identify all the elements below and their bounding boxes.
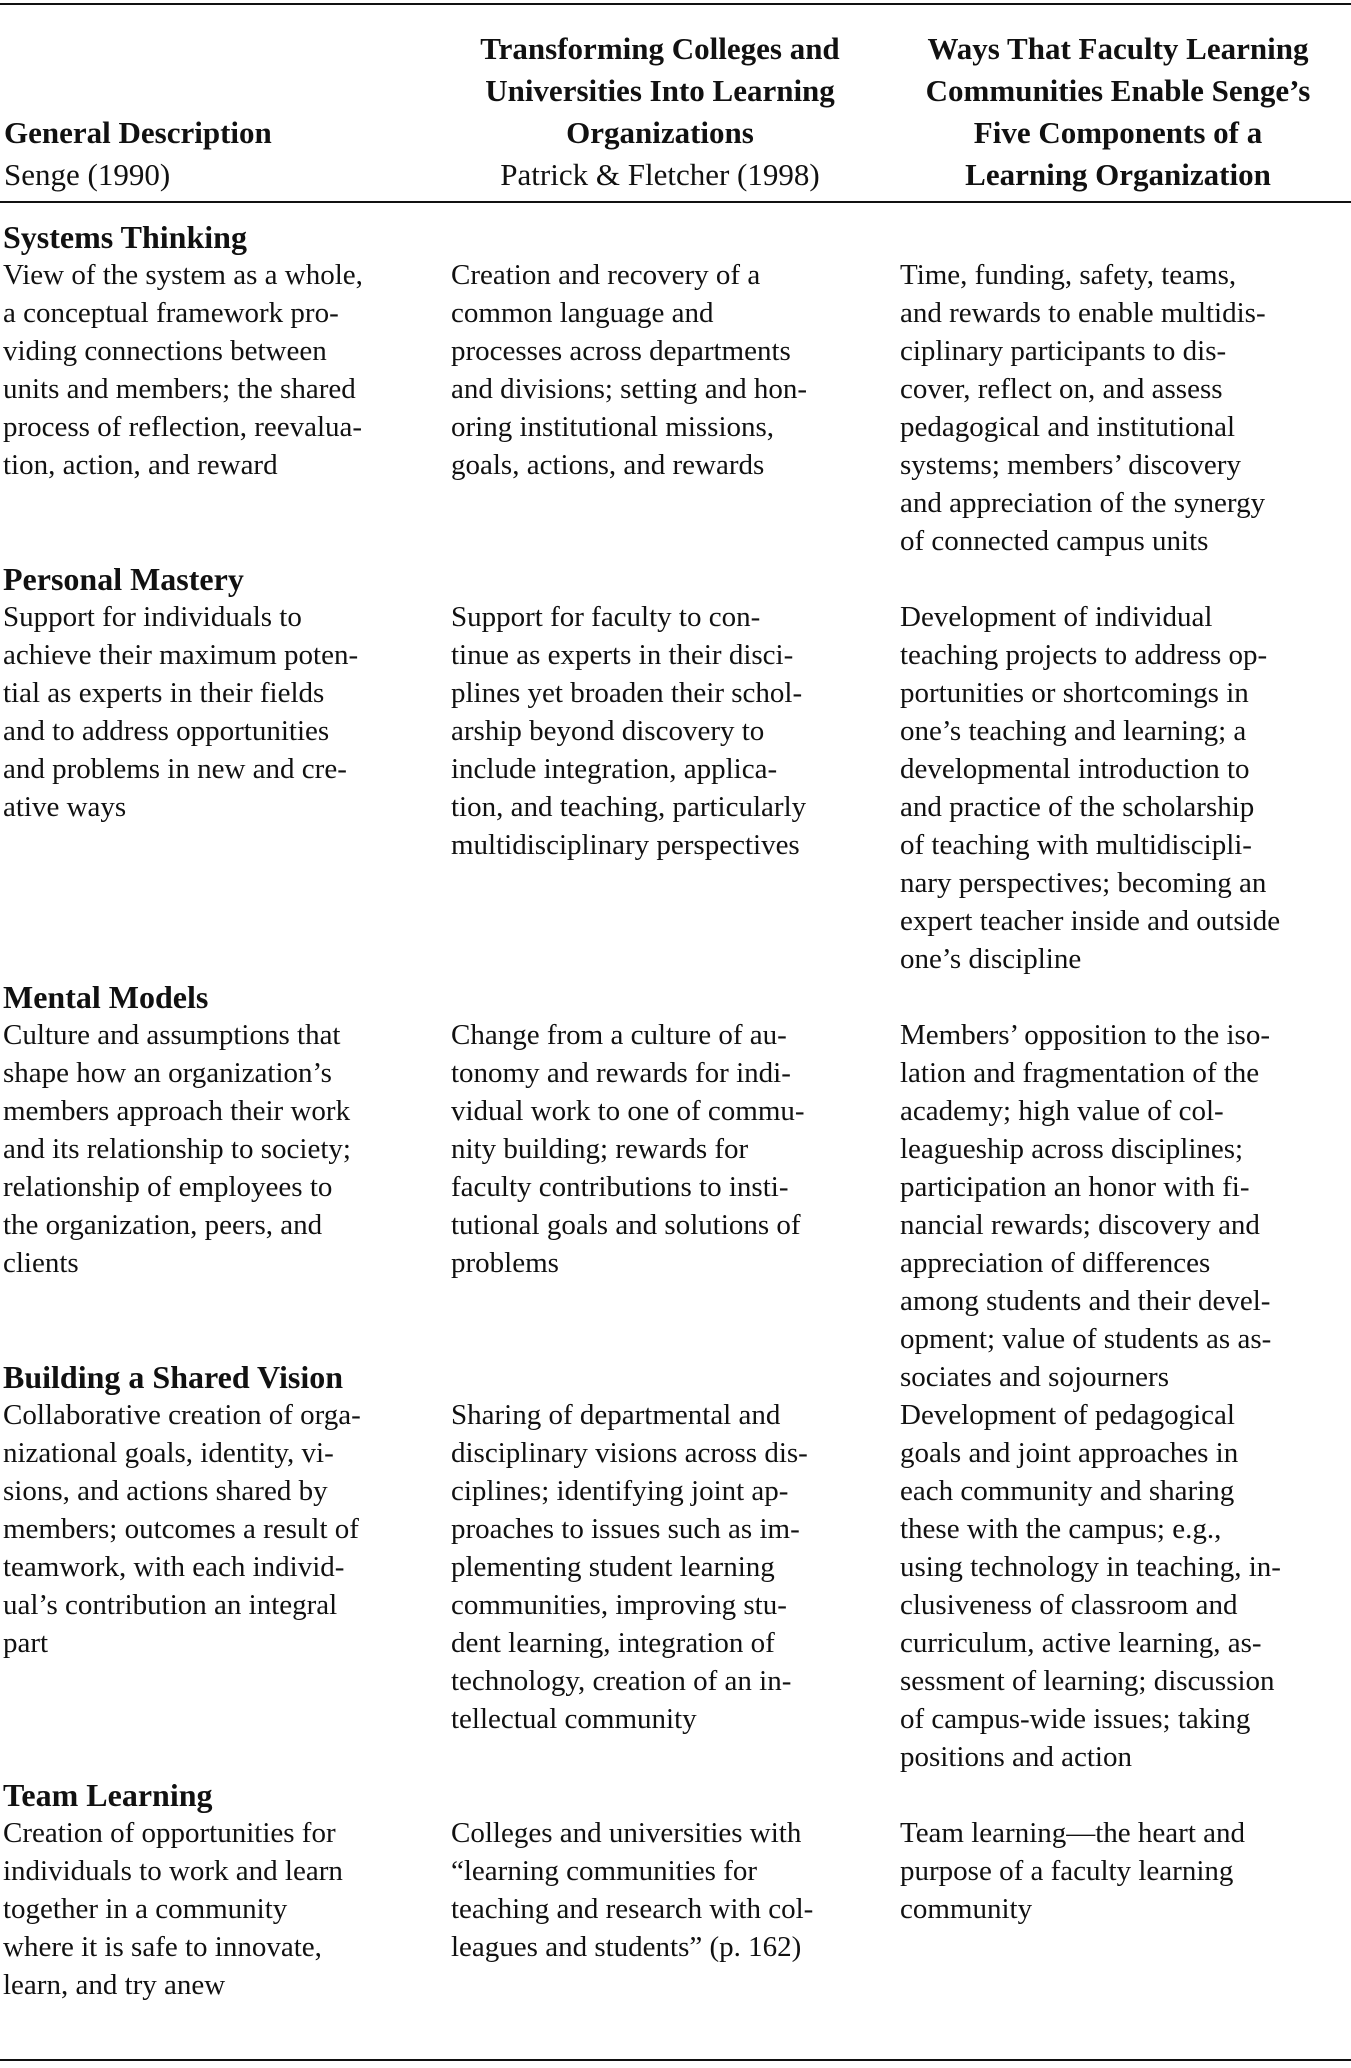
cell-faculty-learning-communities: Development of pedagogical goals and joint approaches in each community and sharing these with the campus; e.g., using technology in teaching, in- clusiveness of classroom and curriculum, active learning, as- sessment of learning; discussion of campus-wide issues; taking positions and action <box>900 1399 1281 1773</box>
cell-transforming-colleges: Colleges and universities with “learning communities for teaching and research with col- leagues and students” (p. 162) <box>451 1817 814 1963</box>
section-title: Personal Mastery <box>3 561 244 597</box>
table-body <box>0 218 1351 2004</box>
header-faculty-learning-communities <box>885 20 1351 196</box>
section-title: Building a Shared Vision <box>3 1359 343 1395</box>
cell-transforming-colleges: Change from a culture of au- tonomy and rewards for indi- vidual work to one of commu- nity building; rewards for faculty contributions to insti- tutional goals and solutions of problems <box>451 1019 805 1279</box>
cell-faculty-learning-communities: Time, funding, safety, teams, and rewards to enable multidis- ciplinary participants to dis- cover, reflect on, and assess pedagogical and institutional systems; members’ discovery and appreciation of the synergy of connected campus units <box>900 259 1266 557</box>
header-rule <box>0 201 1351 203</box>
section-systems-thinking <box>0 218 1351 560</box>
header-col2-source: Patrick & Fletcher (1998) <box>500 157 820 192</box>
cell-general-description: View of the system as a whole, a conceptual framework pro- viding connections between units and members; the shared process of reflection, reevalua- tion, action, and reward <box>3 259 363 481</box>
cell-transforming-colleges: Sharing of departmental and disciplinary visions across dis- ciplines; identifying joint ap- proaches to issues such as im- plementing student learning communities, improving stu- dent learning, integration of technology, creation of an in- tellectual community <box>451 1399 808 1735</box>
cell-transforming-colleges: Creation and recovery of a common language and processes across departments and divisions; setting and hon- oring institutional missions, goals, actions, and rewards <box>451 259 808 481</box>
section-title: Mental Models <box>3 979 209 1015</box>
cell-faculty-learning-communities: Development of individual teaching projects to address op- portunities or shortcomings in one’s teaching and learning; a developmental introduction to and practice of the scholarship of teaching with multidiscipli- nary perspectives; becoming an expert teacher inside and outside one’s discipline <box>900 601 1281 975</box>
header-general-description <box>4 20 424 196</box>
bottom-rule <box>0 2059 1351 2061</box>
cell-general-description: Support for individuals to achieve their maximum poten- tial as experts in their fields and to address opportunities and problems in new and cre- ative ways <box>3 601 359 823</box>
cell-general-description: Collaborative creation of orga- nizational goals, identity, vi- sions, and actions shared by members; outcomes a result of teamwork, with each individ- ual’s contribution an integral part <box>3 1399 361 1659</box>
header-col1-title: General Description <box>4 115 272 150</box>
table-row <box>0 256 1351 560</box>
cell-general-description: Culture and assumptions that shape how an organization’s members approach their work and its relationship to society; relationship of employees to the organization, peers, and clients <box>3 1019 351 1279</box>
section-building-shared-vision <box>0 1358 1351 1776</box>
top-rule <box>0 3 1351 5</box>
section-team-learning <box>0 1776 1351 2004</box>
cell-faculty-learning-communities: Members’ opposition to the iso- lation and fragmentation of the academy; high value of col- leagueship across disciplines; participation an honor with fi- nancial rewards; discovery and appreciation of differences among students and their devel- opment; value of students as as- sociates and sojourners <box>900 1019 1272 1393</box>
table-row <box>0 1814 1351 2004</box>
header-transforming-colleges <box>440 20 880 196</box>
section-title: Team Learning <box>3 1777 213 1813</box>
section-title: Systems Thinking <box>3 219 247 255</box>
cell-general-description: Creation of opportunities for individuals to work and learn together in a community where it is safe to innovate, learn, and try anew <box>3 1817 343 2001</box>
cell-faculty-learning-communities: Team learning—the heart and purpose of a faculty learning community <box>900 1817 1246 1925</box>
header-col2-title: Transforming Colleges and Universities Into Learning Organizations <box>480 31 840 150</box>
cell-transforming-colleges: Support for faculty to con- tinue as experts in their disci- plines yet broaden their schol- arship beyond discovery to include integration, applica- tion, and teaching, particularly multidisciplinary perspectives <box>451 601 807 861</box>
header-col1-source: Senge (1990) <box>4 157 171 192</box>
section-personal-mastery <box>0 560 1351 978</box>
header-col3-title: Ways That Faculty Learning Communities Enable Senge’s Five Components of a Learning Organization <box>925 31 1311 192</box>
table-row <box>0 1396 1351 1776</box>
table-row <box>0 598 1351 978</box>
